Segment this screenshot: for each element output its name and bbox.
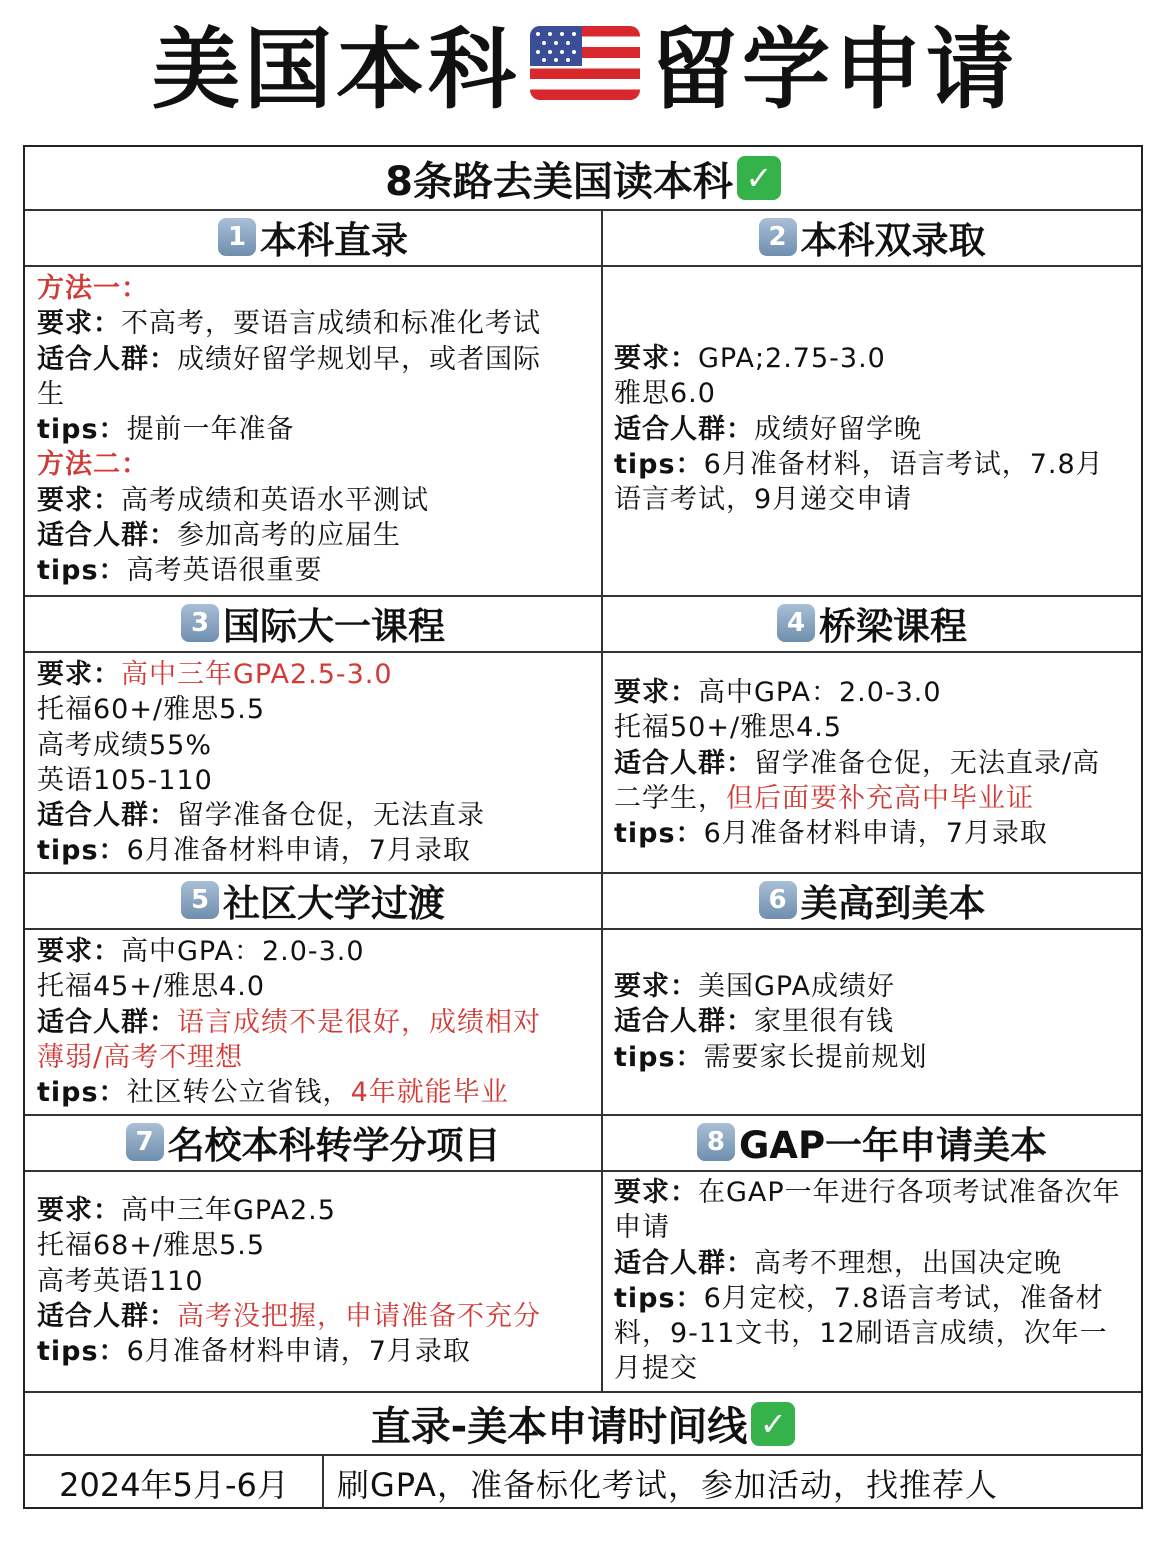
req-value: 高中三年GPA2.5 <box>121 1195 336 1226</box>
keycap-6-icon: 6 <box>759 881 797 919</box>
fit-value: 家里很有钱 <box>754 1006 894 1038</box>
method-2-label: 方法二： <box>37 449 149 481</box>
tips-value: 需要家长提前规划 <box>703 1041 928 1073</box>
req-label: 要求： <box>37 1195 121 1226</box>
toefl-value: 托福45+/雅思4.0 <box>37 971 266 1003</box>
section-6-title: 美高到美本 <box>800 882 986 925</box>
tips-value-cont: 语言考试，9月递交申请 <box>614 484 913 516</box>
req-label: 要求： <box>37 308 121 340</box>
fit-value-highlight: 但后面要补充高中毕业证 <box>726 782 1034 814</box>
fit-label: 适合人群： <box>37 1006 177 1038</box>
tips-value: 6月准备材料申请，7月录取 <box>703 818 1048 850</box>
table-title-text: 8条路去美国读本科 <box>385 158 733 205</box>
tips-label: tips： <box>37 414 127 446</box>
fit-value: 参加高考的应届生 <box>177 520 401 552</box>
fit-label: 适合人群： <box>37 343 177 375</box>
tips-value: 提前一年准备 <box>126 414 295 446</box>
toefl-value: 托福68+/雅思5.5 <box>37 1230 266 1262</box>
gaokao-value: 高考成绩55% <box>37 729 213 761</box>
section-5-body <box>37 934 541 1110</box>
req-value: 不高考，要语言成绩和标准化考试 <box>121 308 541 340</box>
fit-value-cont: 二学生， <box>614 782 726 814</box>
req-label: 要求： <box>614 677 698 708</box>
fit-label: 适合人群： <box>614 413 754 445</box>
table-title <box>25 147 1141 209</box>
req-label: 要求： <box>37 484 121 516</box>
tips-value: 6月准备材料，语言考试，7.8月 <box>703 448 1104 480</box>
english-value: 高考英语110 <box>37 1265 204 1297</box>
tips-label: tips： <box>614 1282 704 1314</box>
section-8-body <box>614 1175 1121 1387</box>
req-label: 要求： <box>614 343 698 374</box>
fit-value: 高考没把握，申请准备不充分 <box>177 1300 541 1332</box>
timeline-row-date: 2024年5月-6月 <box>59 1466 289 1504</box>
fit-label: 适合人群： <box>614 1247 754 1279</box>
tips-value: 6月准备材料申请，7月录取 <box>126 1336 471 1368</box>
section-4-body <box>614 675 1100 851</box>
tips-label: tips： <box>37 555 127 587</box>
fit-value: 留学准备仓促，无法直录/高 <box>754 747 1101 779</box>
page-title-part1: 美国本科 <box>151 18 520 121</box>
req-value: 高考成绩和英语水平测试 <box>121 484 429 516</box>
section-4-header <box>603 595 1141 651</box>
fit-label: 适合人群： <box>614 747 754 779</box>
section-2-title: 本科双录取 <box>800 219 986 262</box>
section-8-header <box>603 1114 1141 1170</box>
check-mark-icon: ✓ <box>751 1402 795 1446</box>
req-value-cont: 申请 <box>614 1212 670 1244</box>
req-value: 高中GPA：2.0-3.0 <box>698 677 942 708</box>
section-7-title: 名校本科转学分项目 <box>167 1124 501 1167</box>
tips-value-cont: 月提交 <box>614 1353 698 1385</box>
req-value: GPA;2.75-3.0 <box>698 343 886 374</box>
keycap-8-icon: 8 <box>697 1123 735 1161</box>
req-value: 高中GPA：2.0-3.0 <box>121 936 365 967</box>
fit-label: 适合人群： <box>37 800 177 832</box>
tips-label: tips： <box>37 1077 127 1109</box>
fit-value: 留学准备仓促，无法直录 <box>177 800 485 832</box>
keycap-4-icon: 4 <box>777 604 815 642</box>
keycap-7-icon: 7 <box>126 1123 164 1161</box>
fit-value-cont: 生 <box>37 378 65 410</box>
tips-value-cont: 料，9-11文书，12刷语言成绩，次年一 <box>614 1318 1108 1350</box>
section-2-header <box>603 209 1141 265</box>
section-3-body <box>37 657 485 869</box>
timeline-row-text: 刷GPA，准备标化考试，参加活动，找推荐人 <box>337 1466 998 1504</box>
section-3-header <box>25 595 601 651</box>
tips-label: tips： <box>37 835 127 867</box>
section-8-title: GAP一年申请美本 <box>738 1124 1048 1167</box>
fit-value: 语言成绩不是很好，成绩相对 <box>177 1006 541 1038</box>
req-label: 要求： <box>614 971 698 1002</box>
section-7-body <box>37 1193 541 1369</box>
tips-label: tips： <box>37 1336 127 1368</box>
section-2-body <box>614 341 1104 517</box>
fit-value: 成绩好留学晚 <box>754 413 922 445</box>
page-title-part2: 留学申请 <box>650 18 1019 121</box>
req-value: 在GAP一年进行各项考试准备次年 <box>698 1177 1121 1208</box>
section-7-header <box>25 1114 601 1170</box>
timeline-title-text: 直录-美本申请时间线 <box>370 1404 748 1450</box>
routes-table <box>23 145 1143 1509</box>
req-label: 要求： <box>37 659 121 690</box>
fit-value: 成绩好留学规划早，或者国际 <box>177 343 541 375</box>
ielts-value: 雅思6.0 <box>614 378 716 410</box>
fit-label: 适合人群： <box>37 520 177 552</box>
page-title <box>0 8 1170 121</box>
fit-value-cont: 薄弱/高考不理想 <box>37 1041 244 1073</box>
tips-label: tips： <box>614 1041 704 1073</box>
check-mark-icon: ✓ <box>737 156 781 200</box>
tips-value-highlight: 4年就能毕业 <box>350 1077 509 1109</box>
tips-label: tips： <box>614 818 704 850</box>
toefl-value: 托福50+/雅思4.5 <box>614 712 843 744</box>
keycap-1-icon: 1 <box>218 218 256 256</box>
method-1-label: 方法一： <box>37 273 149 304</box>
tips-value: 社区转公立省钱， <box>126 1077 351 1109</box>
section-6-header <box>603 872 1141 928</box>
section-5-title: 社区大学过渡 <box>223 882 445 925</box>
fit-label: 适合人群： <box>37 1300 177 1332</box>
section-5-header <box>25 872 601 928</box>
keycap-5-icon: 5 <box>181 881 219 919</box>
tips-value: 6月准备材料申请，7月录取 <box>126 835 471 867</box>
section-3-title: 国际大一课程 <box>223 605 445 648</box>
fit-value: 高考不理想，出国决定晚 <box>754 1247 1062 1279</box>
tips-value: 6月定校，7.8语言考试，准备材 <box>703 1282 1104 1314</box>
section-1-body <box>37 271 541 589</box>
req-value: 高中三年GPA2.5-3.0 <box>121 659 393 690</box>
tips-value: 高考英语很重要 <box>126 555 323 587</box>
section-1-header <box>25 209 601 265</box>
req-value: 美国GPA成绩好 <box>698 971 895 1002</box>
section-6-body <box>614 969 928 1075</box>
keycap-2-icon: 2 <box>759 218 797 256</box>
section-1-title: 本科直录 <box>260 219 408 262</box>
keycap-3-icon: 3 <box>181 604 219 642</box>
req-label: 要求： <box>614 1177 698 1208</box>
tips-label: tips： <box>614 448 704 480</box>
toefl-value: 托福60+/雅思5.5 <box>37 694 266 726</box>
req-label: 要求： <box>37 936 121 967</box>
english-value: 英语105-110 <box>37 764 213 796</box>
fit-label: 适合人群： <box>614 1006 754 1038</box>
timeline-title <box>25 1393 1141 1454</box>
section-4-title: 桥梁课程 <box>819 605 967 648</box>
us-flag-icon <box>530 26 640 100</box>
